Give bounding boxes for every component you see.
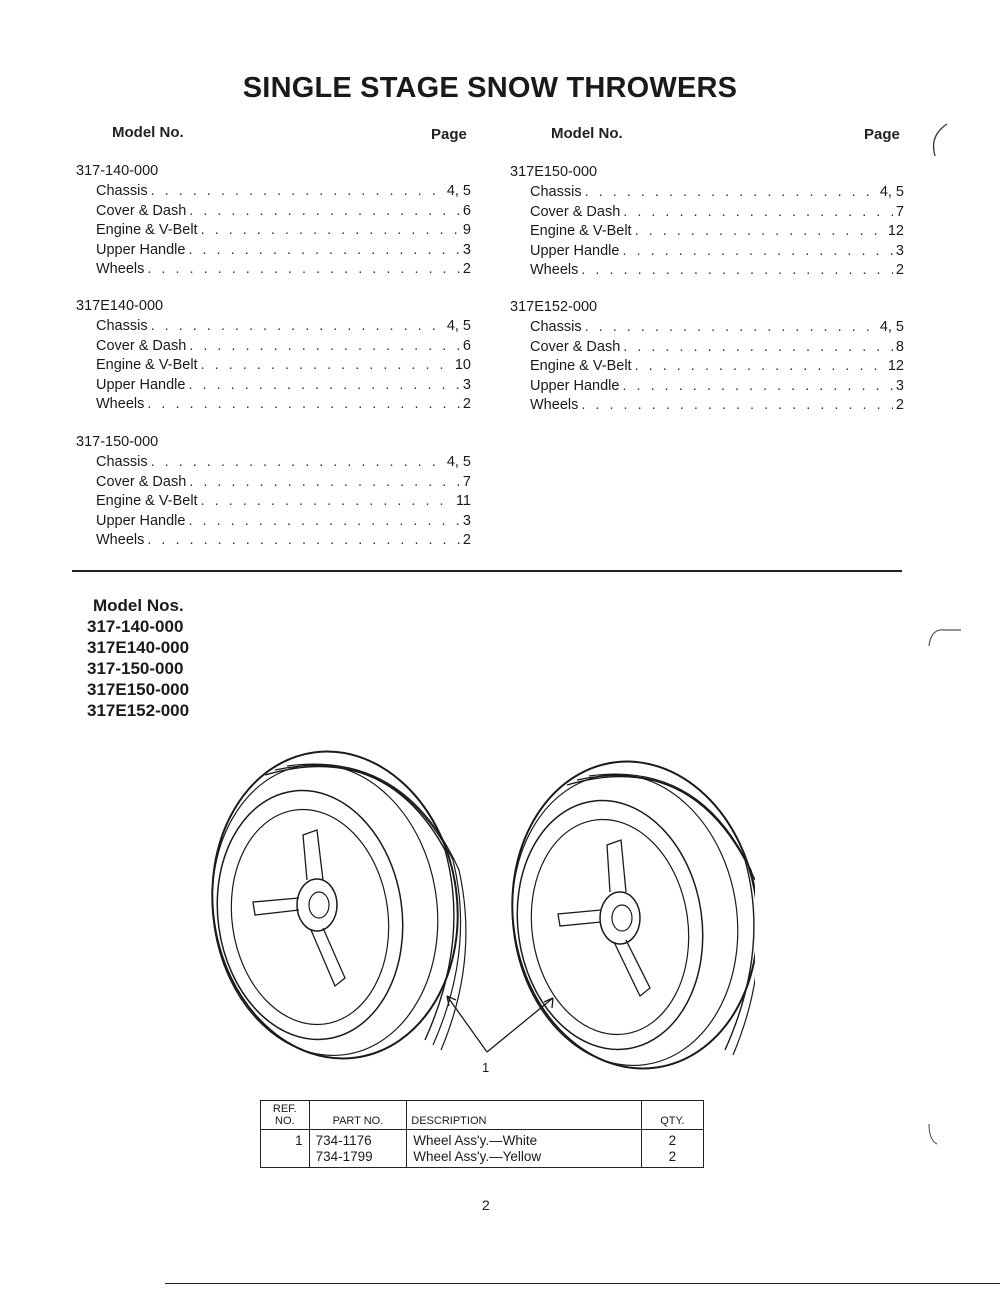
parts-table-header	[261, 1101, 704, 1130]
binding-hole-mark	[925, 1120, 945, 1150]
index-entry: Chassis . . . 4, 5	[76, 453, 471, 473]
index-entry: Engine & V-Belt . . . 12	[510, 357, 904, 377]
index-entry: Wheels . . . 2	[510, 261, 904, 281]
index-entry: Chassis . . . 4, 5	[76, 317, 471, 337]
callout-number: 1	[482, 1060, 490, 1075]
section-divider	[72, 570, 902, 572]
header-description: DESCRIPTION	[407, 1101, 641, 1130]
index-entry: Wheels . . . 2	[76, 531, 471, 551]
model-block-317-140-000	[76, 162, 471, 280]
parts-table	[260, 1100, 704, 1168]
index-entry: Upper Handle . . . 3	[76, 241, 471, 261]
index-entry: Cover & Dash . . . 6	[76, 337, 471, 357]
model-id: 317E140-000	[76, 298, 164, 314]
table-row: 1 734-1176 Wheel Ass'y.—White 2	[261, 1130, 704, 1150]
binding-hole-mark	[925, 120, 955, 160]
model-nos-item: 317-140-000	[87, 617, 184, 636]
model-id: 317-150-000	[76, 434, 159, 450]
right-page-header: Page	[864, 126, 900, 143]
index-entry: Cover & Dash . . . 7	[76, 473, 471, 493]
model-block-317E152-000	[510, 298, 904, 416]
index-entry: Cover & Dash . . . 8	[510, 338, 904, 358]
index-entry: Wheels . . . 2	[76, 395, 471, 415]
binding-hole-mark	[925, 620, 965, 650]
wheel-assembly-illustration	[195, 740, 755, 1080]
index-entry: Upper Handle . . . 3	[76, 376, 471, 396]
model-block-317-150-000	[76, 433, 471, 551]
index-entry: Engine & V-Belt . . . 10	[76, 356, 471, 376]
table-row: 734-1799 Wheel Ass'y.—Yellow 2	[261, 1149, 704, 1168]
model-block-317E140-000	[76, 297, 471, 415]
model-id: 317E152-000	[510, 299, 598, 315]
model-id: 317-140-000	[76, 163, 159, 179]
index-entry: Engine & V-Belt . . . 12	[510, 222, 904, 242]
index-entry: Wheels . . . 2	[510, 396, 904, 416]
index-entry: Engine & V-Belt . . . 11	[76, 492, 471, 512]
index-entry: Cover & Dash . . . 6	[76, 202, 471, 222]
model-block-317E150-000	[510, 163, 904, 281]
header-ref-no: REF. NO.	[261, 1101, 310, 1130]
index-entry: Cover & Dash . . . 7	[510, 203, 904, 223]
index-entry: Upper Handle . . . 3	[510, 377, 904, 397]
model-nos-list	[87, 595, 189, 721]
right-wheel-drawing	[493, 746, 755, 1080]
header-part-no: PART NO.	[309, 1101, 407, 1130]
left-model-no-header: Model No.	[112, 124, 184, 141]
callout-leader	[447, 996, 553, 1052]
index-entry: Engine & V-Belt . . . 9	[76, 221, 471, 241]
index-entry: Upper Handle . . . 3	[76, 512, 471, 532]
model-nos-item: 317E140-000	[87, 638, 190, 657]
index-entry: Chassis . . . 4, 5	[76, 182, 471, 202]
left-page-header: Page	[431, 126, 467, 143]
page-number: 2	[482, 1197, 490, 1213]
model-id: 317E150-000	[510, 164, 598, 180]
index-entry: Chassis . . . 4, 5	[510, 183, 904, 203]
header-qty: QTY.	[641, 1101, 703, 1130]
bottom-edge-line	[165, 1283, 1000, 1284]
model-nos-item: 317E152-000	[87, 701, 190, 720]
index-entry: Chassis . . . 4, 5	[510, 318, 904, 338]
page-title: SINGLE STAGE SNOW THROWERS	[242, 72, 738, 104]
right-model-no-header: Model No.	[551, 125, 623, 142]
index-entry: Wheels . . . 2	[76, 260, 471, 280]
model-nos-heading: Model Nos.	[93, 596, 184, 615]
model-nos-item: 317-150-000	[87, 659, 184, 678]
model-nos-item: 317E150-000	[87, 680, 190, 699]
index-entry: Upper Handle . . . 3	[510, 242, 904, 262]
left-wheel-drawing	[195, 740, 477, 1074]
